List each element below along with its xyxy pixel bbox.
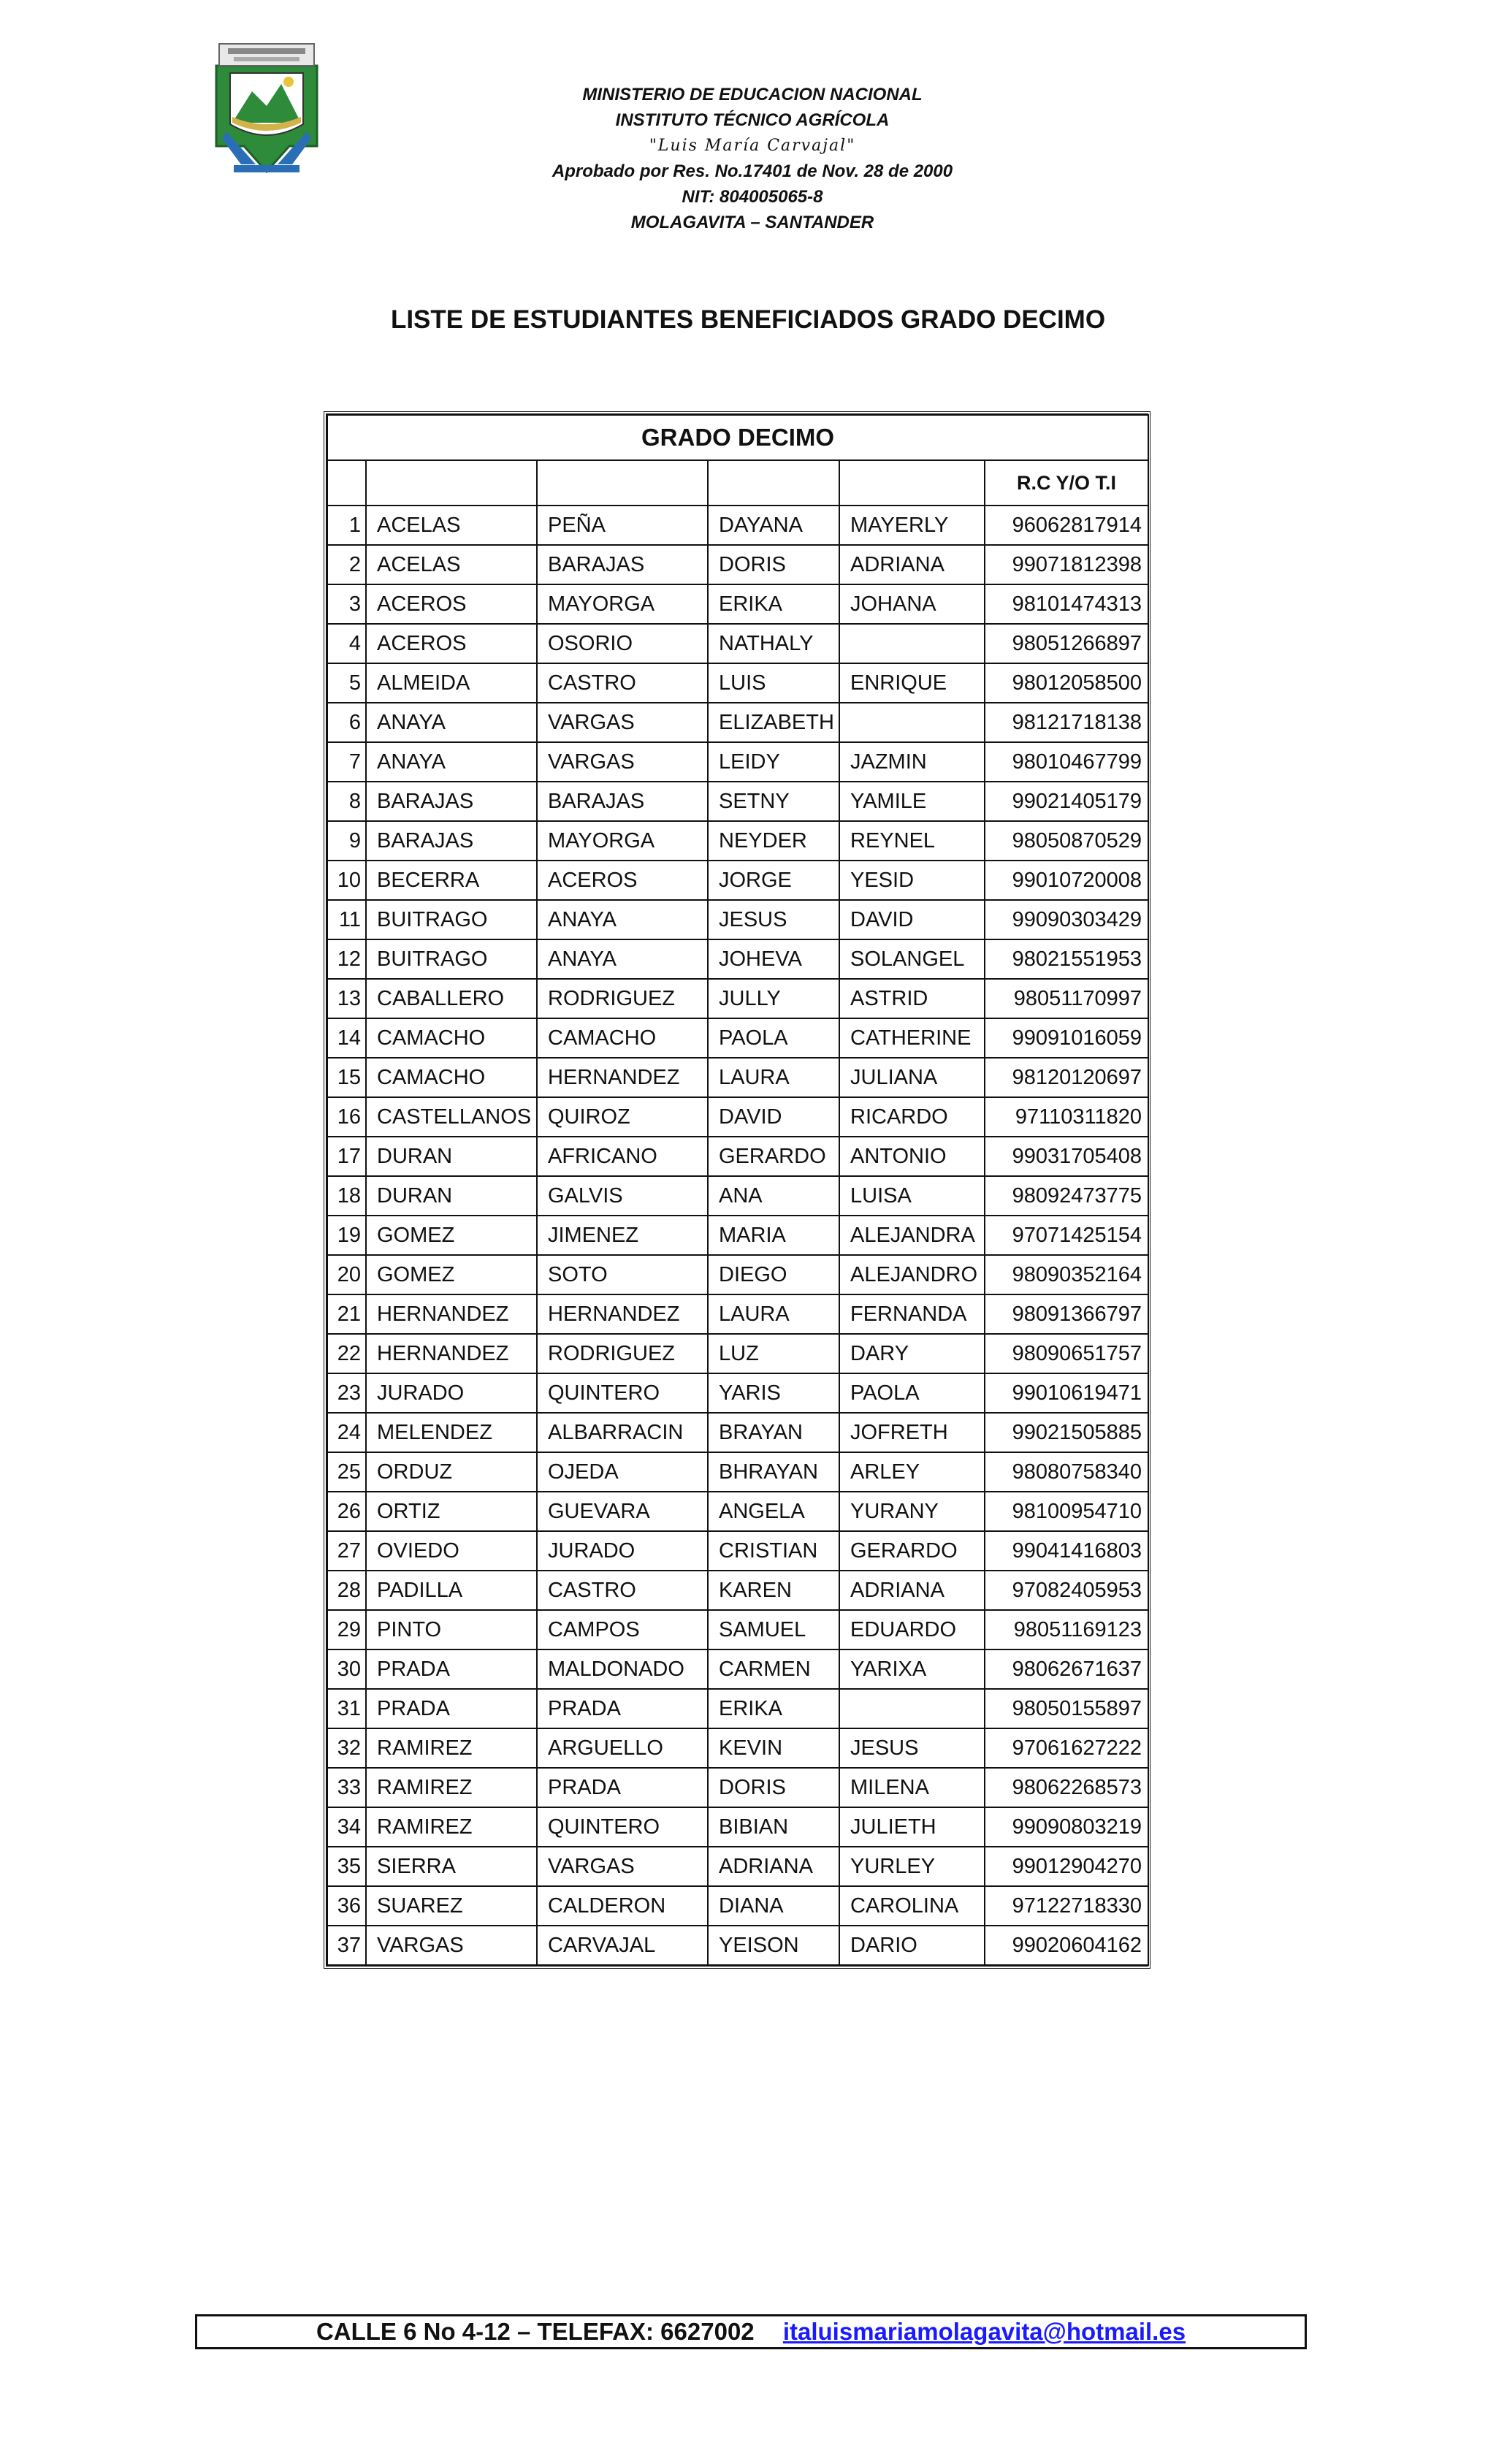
table-row: [327, 1610, 1148, 1649]
second-name-cell: JOFRETH: [839, 1413, 985, 1452]
table-row: [327, 1097, 1148, 1137]
table-row: [327, 663, 1148, 703]
institution-crest-logo: [212, 37, 321, 175]
second-name-cell: DARIO: [839, 1926, 985, 1965]
id-number-cell: 96062817914: [985, 506, 1148, 545]
first-name-cell: DIANA: [708, 1886, 839, 1926]
first-surname-cell: ANAYA: [366, 742, 537, 782]
first-surname-cell: PRADA: [366, 1689, 537, 1728]
table-row: [327, 1018, 1148, 1058]
second-surname-cell: QUINTERO: [537, 1807, 708, 1847]
first-surname-cell: SUAREZ: [366, 1886, 537, 1926]
table-row: [327, 1689, 1148, 1728]
table-row: [327, 821, 1148, 861]
table-row: [327, 506, 1148, 545]
first-surname-cell: BARAJAS: [366, 782, 537, 821]
second-name-cell: ASTRID: [839, 979, 985, 1018]
row-number-cell: 17: [327, 1137, 366, 1176]
first-name-cell: CARMEN: [708, 1649, 839, 1689]
first-name-cell: GERARDO: [708, 1137, 839, 1176]
second-name-cell: CAROLINA: [839, 1886, 985, 1926]
first-surname-cell: RAMIREZ: [366, 1728, 537, 1768]
row-number-cell: 31: [327, 1689, 366, 1728]
second-surname-cell: MALDONADO: [537, 1649, 708, 1689]
first-surname-cell: ACEROS: [366, 624, 537, 663]
column-header-id: R.C Y/O T.I: [985, 460, 1148, 506]
second-name-cell: FERNANDA: [839, 1294, 985, 1334]
column-header-blank: [839, 460, 985, 506]
institute-script-name: "Luis María Carvajal": [649, 137, 856, 155]
column-header-row: [327, 460, 1148, 506]
id-number-cell: 97122718330: [985, 1886, 1148, 1926]
table-row: [327, 703, 1148, 742]
table-row: [327, 1137, 1148, 1176]
footer-address: CALLE 6 No 4-12 – TELEFAX: 6627002: [316, 2318, 755, 2345]
approval-resolution: Aprobado por Res. No.17401 de Nov. 28 de 2000: [552, 161, 953, 181]
second-surname-cell: CASTRO: [537, 663, 708, 703]
second-name-cell: ARLEY: [839, 1452, 985, 1492]
second-surname-cell: JURADO: [537, 1531, 708, 1571]
first-surname-cell: HERNANDEZ: [366, 1334, 537, 1373]
id-number-cell: 98090352164: [985, 1255, 1148, 1294]
row-number-cell: 37: [327, 1926, 366, 1965]
row-number-cell: 18: [327, 1176, 366, 1216]
first-name-cell: JORGE: [708, 861, 839, 900]
first-name-cell: BRAYAN: [708, 1413, 839, 1452]
table-row: [327, 1373, 1148, 1413]
first-surname-cell: HERNANDEZ: [366, 1294, 537, 1334]
table-row: [327, 1926, 1148, 1965]
row-number-cell: 23: [327, 1373, 366, 1413]
first-name-cell: DORIS: [708, 545, 839, 584]
second-surname-cell: HERNANDEZ: [537, 1294, 708, 1334]
row-number-cell: 36: [327, 1886, 366, 1926]
id-number-cell: 99010720008: [985, 861, 1148, 900]
second-name-cell: [839, 1689, 985, 1728]
second-surname-cell: MAYORGA: [537, 821, 708, 861]
second-surname-cell: RODRIGUEZ: [537, 1334, 708, 1373]
table-row: [327, 1216, 1148, 1255]
second-surname-cell: OSORIO: [537, 624, 708, 663]
first-surname-cell: MELENDEZ: [366, 1413, 537, 1452]
second-surname-cell: CAMACHO: [537, 1018, 708, 1058]
first-surname-cell: GOMEZ: [366, 1216, 537, 1255]
second-name-cell: ALEJANDRA: [839, 1216, 985, 1255]
row-number-cell: 33: [327, 1768, 366, 1807]
second-name-cell: MAYERLY: [839, 506, 985, 545]
first-name-cell: JULLY: [708, 979, 839, 1018]
id-number-cell: 99010619471: [985, 1373, 1148, 1413]
first-name-cell: JESUS: [708, 900, 839, 939]
id-number-cell: 98050155897: [985, 1689, 1148, 1728]
id-number-cell: 98062671637: [985, 1649, 1148, 1689]
table-row: [327, 742, 1148, 782]
id-number-cell: 98091366797: [985, 1294, 1148, 1334]
second-name-cell: JAZMIN: [839, 742, 985, 782]
second-name-cell: ADRIANA: [839, 1571, 985, 1610]
id-number-cell: 98021551953: [985, 939, 1148, 979]
second-surname-cell: HERNANDEZ: [537, 1058, 708, 1097]
first-surname-cell: ORDUZ: [366, 1452, 537, 1492]
first-surname-cell: RAMIREZ: [366, 1807, 537, 1847]
row-number-cell: 34: [327, 1807, 366, 1847]
second-surname-cell: ALBARRACIN: [537, 1413, 708, 1452]
first-name-cell: LAURA: [708, 1058, 839, 1097]
second-surname-cell: RODRIGUEZ: [537, 979, 708, 1018]
first-name-cell: CRISTIAN: [708, 1531, 839, 1571]
row-number-cell: 19: [327, 1216, 366, 1255]
table-row: [327, 584, 1148, 624]
first-name-cell: SAMUEL: [708, 1610, 839, 1649]
second-surname-cell: VARGAS: [537, 703, 708, 742]
first-name-cell: MARIA: [708, 1216, 839, 1255]
id-number-cell: 98090651757: [985, 1334, 1148, 1373]
id-number-cell: 99031705408: [985, 1137, 1148, 1176]
id-number-cell: 98080758340: [985, 1452, 1148, 1492]
institute-name: INSTITUTO TÉCNICO AGRÍCOLA: [615, 110, 890, 130]
location: MOLAGAVITA – SANTANDER: [630, 213, 874, 232]
id-number-cell: 99021505885: [985, 1413, 1148, 1452]
row-number-cell: 32: [327, 1728, 366, 1768]
second-name-cell: YAMILE: [839, 782, 985, 821]
students-table: [327, 414, 1149, 1966]
first-surname-cell: BARAJAS: [366, 821, 537, 861]
second-name-cell: RICARDO: [839, 1097, 985, 1137]
nit-number: NIT: 804005065-8: [682, 187, 823, 207]
second-name-cell: JESUS: [839, 1728, 985, 1768]
table-row: [327, 979, 1148, 1018]
second-name-cell: MILENA: [839, 1768, 985, 1807]
second-name-cell: YURANY: [839, 1492, 985, 1531]
first-name-cell: YARIS: [708, 1373, 839, 1413]
id-number-cell: 98120120697: [985, 1058, 1148, 1097]
second-surname-cell: GUEVARA: [537, 1492, 708, 1531]
first-name-cell: ERIKA: [708, 584, 839, 624]
table-row: [327, 1058, 1148, 1097]
table-row: [327, 1807, 1148, 1847]
second-name-cell: SOLANGEL: [839, 939, 985, 979]
column-header-blank: [537, 460, 708, 506]
id-number-cell: 99012904270: [985, 1847, 1148, 1886]
first-name-cell: PAOLA: [708, 1018, 839, 1058]
row-number-cell: 14: [327, 1018, 366, 1058]
id-number-cell: 99091016059: [985, 1018, 1148, 1058]
document-title: LISTE DE ESTUDIANTES BENEFICIADOS GRADO DECIMO: [390, 305, 1106, 334]
row-number-cell: 10: [327, 861, 366, 900]
second-name-cell: REYNEL: [839, 821, 985, 861]
first-name-cell: ADRIANA: [708, 1847, 839, 1886]
first-surname-cell: PRADA: [366, 1649, 537, 1689]
first-name-cell: DIEGO: [708, 1255, 839, 1294]
letterhead: [409, 82, 1096, 235]
id-number-cell: 98100954710: [985, 1492, 1148, 1531]
table-row: [327, 1294, 1148, 1334]
table-row: [327, 545, 1148, 584]
id-number-cell: 98121718138: [985, 703, 1148, 742]
row-number-cell: 20: [327, 1255, 366, 1294]
ministry-name: MINISTERIO DE EDUCACION NACIONAL: [582, 85, 923, 104]
row-number-cell: 7: [327, 742, 366, 782]
second-surname-cell: GALVIS: [537, 1176, 708, 1216]
second-name-cell: GERARDO: [839, 1531, 985, 1571]
row-number-cell: 30: [327, 1649, 366, 1689]
first-surname-cell: DURAN: [366, 1137, 537, 1176]
row-number-cell: 35: [327, 1847, 366, 1886]
first-surname-cell: PINTO: [366, 1610, 537, 1649]
second-name-cell: ENRIQUE: [839, 663, 985, 703]
table-row: [327, 900, 1148, 939]
table-row: [327, 1413, 1148, 1452]
second-surname-cell: ARGUELLO: [537, 1728, 708, 1768]
second-name-cell: [839, 624, 985, 663]
second-surname-cell: CARVAJAL: [537, 1926, 708, 1965]
row-number-cell: 22: [327, 1334, 366, 1373]
row-number-cell: 27: [327, 1531, 366, 1571]
first-surname-cell: BECERRA: [366, 861, 537, 900]
second-surname-cell: ANAYA: [537, 939, 708, 979]
second-surname-cell: SOTO: [537, 1255, 708, 1294]
second-name-cell: JOHANA: [839, 584, 985, 624]
first-surname-cell: ORTIZ: [366, 1492, 537, 1531]
row-number-cell: 15: [327, 1058, 366, 1097]
second-name-cell: ANTONIO: [839, 1137, 985, 1176]
id-number-cell: 98050870529: [985, 821, 1148, 861]
row-number-cell: 2: [327, 545, 366, 584]
second-surname-cell: CASTRO: [537, 1571, 708, 1610]
second-surname-cell: MAYORGA: [537, 584, 708, 624]
table-row: [327, 1886, 1148, 1926]
table-row: [327, 1255, 1148, 1294]
second-surname-cell: PEÑA: [537, 506, 708, 545]
first-surname-cell: ACELAS: [366, 545, 537, 584]
first-surname-cell: CASTELLANOS: [366, 1097, 537, 1137]
row-number-cell: 3: [327, 584, 366, 624]
first-name-cell: JOHEVA: [708, 939, 839, 979]
first-surname-cell: SIERRA: [366, 1847, 537, 1886]
second-surname-cell: CAMPOS: [537, 1610, 708, 1649]
second-surname-cell: AFRICANO: [537, 1137, 708, 1176]
second-surname-cell: OJEDA: [537, 1452, 708, 1492]
first-surname-cell: ACELAS: [366, 506, 537, 545]
first-name-cell: ANA: [708, 1176, 839, 1216]
table-row: [327, 1452, 1148, 1492]
id-number-cell: 98062268573: [985, 1768, 1148, 1807]
first-surname-cell: OVIEDO: [366, 1531, 537, 1571]
id-number-cell: 99041416803: [985, 1531, 1148, 1571]
second-name-cell: PAOLA: [839, 1373, 985, 1413]
first-surname-cell: CAMACHO: [366, 1058, 537, 1097]
second-name-cell: YURLEY: [839, 1847, 985, 1886]
second-name-cell: DARY: [839, 1334, 985, 1373]
row-number-cell: 13: [327, 979, 366, 1018]
id-number-cell: 99020604162: [985, 1926, 1148, 1965]
second-surname-cell: BARAJAS: [537, 782, 708, 821]
first-surname-cell: JURADO: [366, 1373, 537, 1413]
row-number-cell: 12: [327, 939, 366, 979]
first-name-cell: DAYANA: [708, 506, 839, 545]
first-surname-cell: DURAN: [366, 1176, 537, 1216]
footer-contact: [195, 2314, 1307, 2349]
first-name-cell: SETNY: [708, 782, 839, 821]
id-number-cell: 97061627222: [985, 1728, 1148, 1768]
id-number-cell: 98010467799: [985, 742, 1148, 782]
id-number-cell: 98051266897: [985, 624, 1148, 663]
first-name-cell: BIBIAN: [708, 1807, 839, 1847]
student-rows: [327, 506, 1148, 1965]
second-surname-cell: QUINTERO: [537, 1373, 708, 1413]
second-surname-cell: PRADA: [537, 1768, 708, 1807]
first-name-cell: NEYDER: [708, 821, 839, 861]
first-surname-cell: BUITRAGO: [366, 900, 537, 939]
second-name-cell: YESID: [839, 861, 985, 900]
second-name-cell: JULIETH: [839, 1807, 985, 1847]
first-surname-cell: CABALLERO: [366, 979, 537, 1018]
first-surname-cell: GOMEZ: [366, 1255, 537, 1294]
id-number-cell: 99090303429: [985, 900, 1148, 939]
row-number-cell: 24: [327, 1413, 366, 1452]
first-surname-cell: RAMIREZ: [366, 1768, 537, 1807]
table-row: [327, 939, 1148, 979]
table-row: [327, 1334, 1148, 1373]
id-number-cell: 98051170997: [985, 979, 1148, 1018]
id-number-cell: 98012058500: [985, 663, 1148, 703]
row-number-cell: 4: [327, 624, 366, 663]
first-surname-cell: ACEROS: [366, 584, 537, 624]
column-header-blank: [366, 460, 537, 506]
second-surname-cell: VARGAS: [537, 1847, 708, 1886]
first-name-cell: BHRAYAN: [708, 1452, 839, 1492]
row-number-cell: 1: [327, 506, 366, 545]
second-name-cell: JULIANA: [839, 1058, 985, 1097]
second-surname-cell: BARAJAS: [537, 545, 708, 584]
second-name-cell: ADRIANA: [839, 545, 985, 584]
row-number-cell: 26: [327, 1492, 366, 1531]
first-name-cell: ELIZABETH: [708, 703, 839, 742]
id-number-cell: 97082405953: [985, 1571, 1148, 1610]
table-row: [327, 1571, 1148, 1610]
row-number-cell: 9: [327, 821, 366, 861]
id-number-cell: 99071812398: [985, 545, 1148, 584]
row-number-cell: 29: [327, 1610, 366, 1649]
id-number-cell: 97071425154: [985, 1216, 1148, 1255]
table-row: [327, 1492, 1148, 1531]
first-name-cell: DAVID: [708, 1097, 839, 1137]
first-name-cell: ERIKA: [708, 1689, 839, 1728]
id-number-cell: 98092473775: [985, 1176, 1148, 1216]
first-name-cell: KAREN: [708, 1571, 839, 1610]
first-name-cell: KEVIN: [708, 1728, 839, 1768]
first-name-cell: DORIS: [708, 1768, 839, 1807]
second-surname-cell: CALDERON: [537, 1886, 708, 1926]
table-row: [327, 1768, 1148, 1807]
row-number-cell: 28: [327, 1571, 366, 1610]
row-number-cell: 21: [327, 1294, 366, 1334]
id-number-cell: 99090803219: [985, 1807, 1148, 1847]
second-name-cell: EDUARDO: [839, 1610, 985, 1649]
first-name-cell: LUZ: [708, 1334, 839, 1373]
table-row: [327, 1531, 1148, 1571]
column-header-blank: [708, 460, 839, 506]
table-row: [327, 782, 1148, 821]
first-surname-cell: ALMEIDA: [366, 663, 537, 703]
second-surname-cell: JIMENEZ: [537, 1216, 708, 1255]
id-number-cell: 98101474313: [985, 584, 1148, 624]
first-surname-cell: BUITRAGO: [366, 939, 537, 979]
second-surname-cell: PRADA: [537, 1689, 708, 1728]
table-row: [327, 624, 1148, 663]
second-name-cell: YARIXA: [839, 1649, 985, 1689]
row-number-cell: 25: [327, 1452, 366, 1492]
footer-email-link[interactable]: italuismariamolagavita@hotmail.es: [782, 2318, 1186, 2345]
table-row: [327, 1728, 1148, 1768]
first-name-cell: LAURA: [708, 1294, 839, 1334]
first-name-cell: NATHALY: [708, 624, 839, 663]
second-name-cell: DAVID: [839, 900, 985, 939]
row-number-cell: 8: [327, 782, 366, 821]
second-surname-cell: ACEROS: [537, 861, 708, 900]
first-surname-cell: CAMACHO: [366, 1018, 537, 1058]
second-surname-cell: VARGAS: [537, 742, 708, 782]
first-surname-cell: ANAYA: [366, 703, 537, 742]
first-surname-cell: VARGAS: [366, 1926, 537, 1965]
column-header-blank: [327, 460, 366, 506]
second-name-cell: [839, 703, 985, 742]
table-caption: GRADO DECIMO: [327, 415, 1148, 460]
table-row: [327, 1847, 1148, 1886]
table-row: [327, 861, 1148, 900]
second-name-cell: ALEJANDRO: [839, 1255, 985, 1294]
first-surname-cell: PADILLA: [366, 1571, 537, 1610]
id-number-cell: 97110311820: [985, 1097, 1148, 1137]
id-number-cell: 98051169123: [985, 1610, 1148, 1649]
row-number-cell: 11: [327, 900, 366, 939]
students-table-frame: [324, 411, 1150, 1969]
row-number-cell: 16: [327, 1097, 366, 1137]
row-number-cell: 6: [327, 703, 366, 742]
second-surname-cell: QUIROZ: [537, 1097, 708, 1137]
id-number-cell: 99021405179: [985, 782, 1148, 821]
first-name-cell: LUIS: [708, 663, 839, 703]
table-row: [327, 1176, 1148, 1216]
second-name-cell: CATHERINE: [839, 1018, 985, 1058]
row-number-cell: 5: [327, 663, 366, 703]
first-name-cell: LEIDY: [708, 742, 839, 782]
second-name-cell: LUISA: [839, 1176, 985, 1216]
first-name-cell: YEISON: [708, 1926, 839, 1965]
table-row: [327, 1649, 1148, 1689]
first-name-cell: ANGELA: [708, 1492, 839, 1531]
second-surname-cell: ANAYA: [537, 900, 708, 939]
